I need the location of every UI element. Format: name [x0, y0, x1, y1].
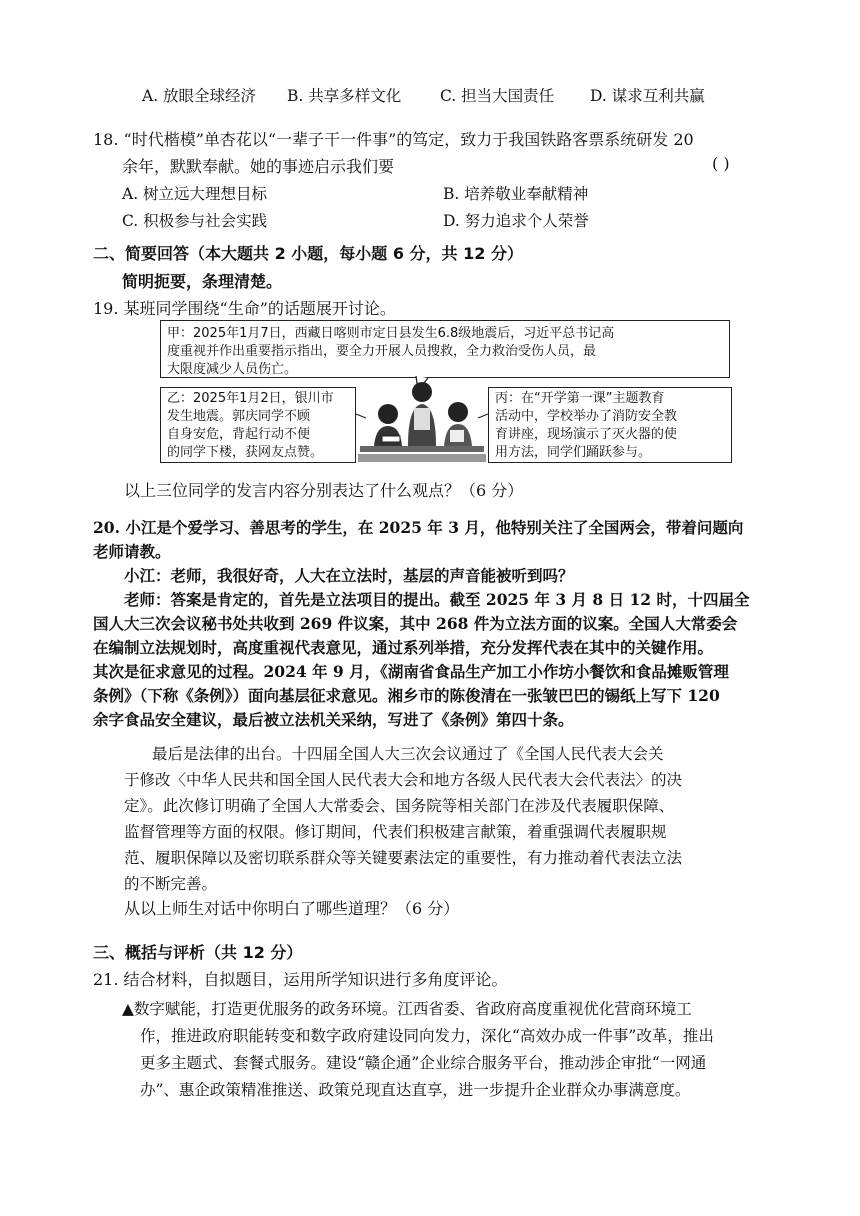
speech-box-yi [160, 387, 356, 463]
q18-option-c: C. 积极参与社会实践 [122, 212, 268, 230]
bing-line: 育讲座，现场演示了灭火器的使 [495, 427, 678, 442]
q20-intro-line2: 老师请教。 [93, 542, 171, 561]
q20-teacher-line5: 条例》（下称《条例》）面向基层征求意见。湘乡市的陈俊清在一张皱巴巴的锡纸上写下 120 [93, 686, 720, 705]
q20-teacher-line3: 在编制立法规划时，高度重视代表意见，通过系列举措，充分发挥代表在其中的关键作用。 [93, 638, 714, 657]
teacher-text: 答案是肯定的，首先是立法项目的提出。截至 2025 年 3 月 8 日 12 时，十四届全 [170, 590, 750, 609]
jia-line: 甲：2025年1月7日，西藏日喀则市定日县发生6.8级地震后，习近平总书记高 [167, 326, 615, 341]
q19-stem: 19. 某班同学围绕“生命”的话题展开讨论。 [93, 299, 396, 318]
q17-option-c: C. 担当大国责任 [440, 87, 555, 105]
q17-option-d: D. 谋求互利共赢 [590, 87, 705, 105]
q18-stem-line2: 余年，默默奉献。她的事迹启示我们要 [122, 157, 395, 176]
q18-option-d: D. 努力追求个人荣誉 [443, 212, 589, 230]
q21-stem: 21. 结合材料，自拟题目，运用所学知识进行多角度评论。 [93, 970, 508, 989]
xiaojiang-text: 老师，我很好奇，人大在立法时，基层的声音能被听到吗？ [170, 566, 574, 585]
q20-para2-line2: 于修改〈中华人民共和国全国人民代表大会和地方各级人民代表大会代表法〉的决 [124, 771, 683, 789]
q18-stem-line1: 18. “时代楷模”单杏花以“一辈子干一件事”的笃定，致力于我国铁路客票系统研发 20 [93, 130, 694, 149]
q20-para2-line6: 的不断完善。 [124, 875, 218, 893]
q21-material-line2: 作，推进政府职能转变和数字政府建设同向发力，深化“高效办成一件事”改革，推出 [140, 1027, 714, 1045]
q21-material-line3: 更多主题式、套餐式服务。建设“赣企通”企业综合服务平台，推动涉企审批“一网通 [140, 1054, 707, 1072]
q20-para2-line4: 监督管理等方面的权限。修订期间，代表们积极建言献策，着重强调代表履职规 [124, 823, 667, 841]
q20-intro-line1: 20. 小江是个爱学习、善思考的学生，在 2025 年 3 月，他特别关注了全国两会，带着问题向 [93, 518, 744, 537]
yi-line: 的同学下楼，获网友点赞。 [167, 445, 324, 460]
yi-line: 乙：2025年1月2日，银川市 [167, 391, 334, 406]
q17-option-a: A. 放眼全球经济 [142, 87, 257, 105]
bing-line: 活动中，学校举办了消防安全教 [495, 409, 678, 424]
q20-teacher-line1 [124, 588, 749, 610]
q20-question: 从以上师生对话中你明白了哪些道理？（6 分） [124, 899, 460, 918]
section2-note: 简明扼要，条理清楚。 [122, 272, 283, 291]
q18-option-a: A. 树立远大理想目标 [122, 185, 268, 203]
q20-para2-line1: 最后是法律的出台。十四届全国人大三次会议通过了《全国人民代表大会关 [152, 745, 664, 763]
speech-box-bing [488, 387, 732, 463]
yi-line: 发生地震。郭庆同学不顾 [167, 409, 311, 424]
q18-answer-bracket: ( ) [712, 154, 730, 173]
q17-option-b: B. 共享多样文化 [287, 87, 402, 105]
q19-question: 以上三位同学的发言内容分别表达了什么观点？（6 分） [124, 481, 524, 500]
q20-para2-line5: 范、履职保障以及密切联系群众等关键要素法定的重要性，有力推动着代表法立法 [124, 849, 683, 867]
q21-material-line4: 办”、惠企政策精准推送、政策兑现直达直享，进一步提升企业群众办事满意度。 [140, 1081, 691, 1099]
speech-box-jia [160, 320, 730, 378]
students-illustration [356, 374, 490, 468]
jia-line: 大限度减少人员伤亡。 [167, 362, 298, 377]
q18-option-b: B. 培养敬业奉献精神 [443, 185, 589, 203]
bing-line: 丙：在“开学第一课”主题教育 [495, 391, 665, 406]
xiaojiang-label: 小江： [124, 566, 171, 585]
q20-teacher-line6: 余字食品安全建议，最后被立法机关采纳，写进了《条例》第四十条。 [93, 710, 574, 729]
section3-title: 三、概括与评析（共 12 分） [93, 943, 303, 962]
jia-line: 度重视并作出重要指示指出，要全力开展人员搜救，全力救治受伤人员，最 [167, 344, 597, 359]
q20-para2-line3: 定》。此次修订明确了全国人大常委会、国务院等相关部门在涉及代表履职保障、 [124, 797, 675, 815]
section2-title: 二、简要回答（本大题共 2 小题，每小题 6 分，共 12 分） [93, 244, 523, 263]
yi-line: 自身安危，背起行动不便 [167, 427, 311, 442]
q21-material-line1: ▲数字赋能，打造更优服务的政务环境。江西省委、省政府高度重视优化营商环境工 [122, 1000, 692, 1018]
bing-line: 用方法，同学们踊跃参与。 [495, 445, 652, 460]
q20-xiaojiang-line [124, 564, 574, 586]
q20-teacher-line4: 其次是征求意见的过程。2024 年 9 月，《湖南省食品生产加工小作坊小餐饮和食品摊贩管理 [93, 662, 729, 681]
q20-teacher-line2: 国人大三次会议秘书处共收到 269 件议案，其中 268 件为立法方面的议案。全国人大常委会 [93, 614, 738, 633]
teacher-label: 老师： [124, 590, 171, 609]
